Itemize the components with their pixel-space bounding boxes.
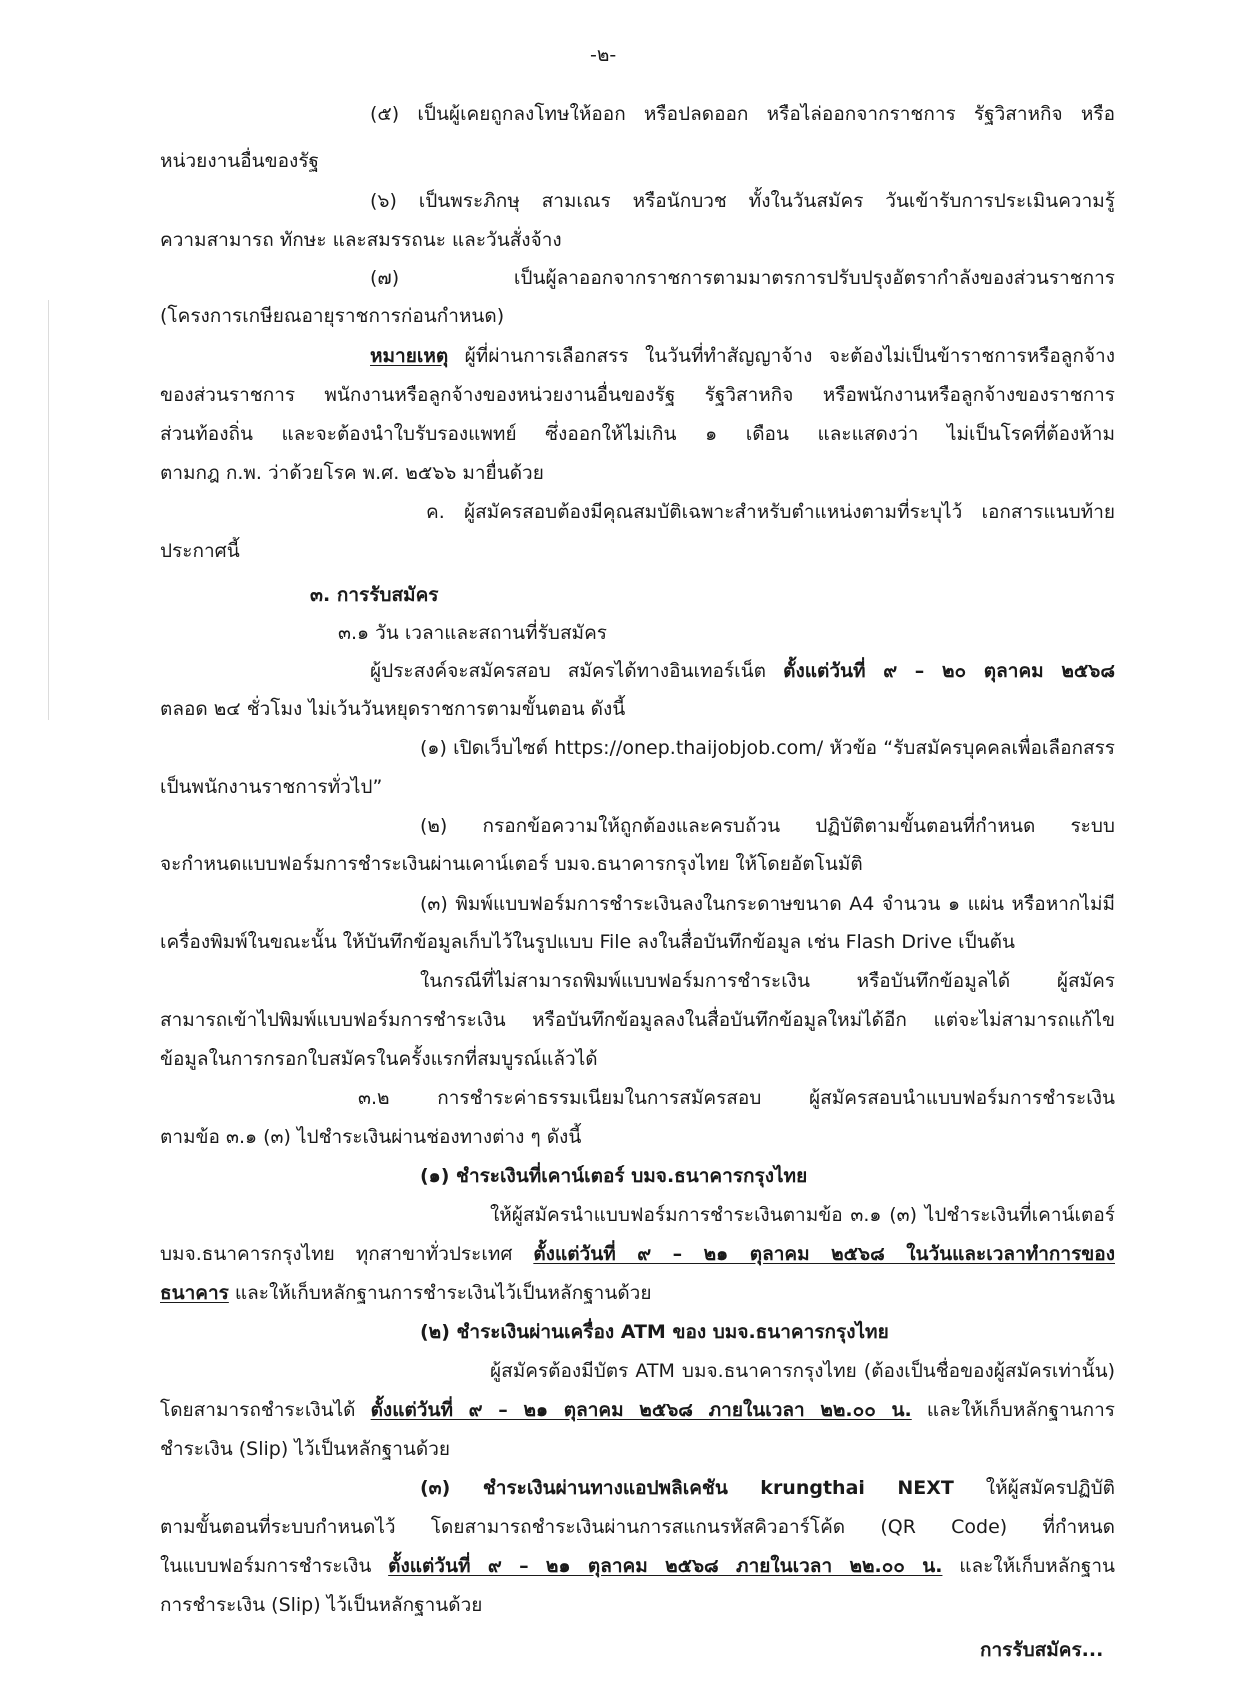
payment-1-line-1: ให้ผู้สมัครนำแบบฟอร์มการชำระเงินตามข้อ ๓.๑ (๓) ไปชำระเงินที่เคาน์เตอร์ bbox=[490, 1204, 1115, 1226]
step-2-line-1: (๒) กรอกข้อความให้ถูกต้องและครบถ้วน ปฏิบัติตามขั้นตอนที่กำหนด ระบบ bbox=[420, 815, 1115, 837]
payment-2-line-1: ผู้สมัครต้องมีบัตร ATM บมจ.ธนาคารกรุงไทย (ต้องเป็นชื่อของผู้สมัครเท่านั้น) bbox=[490, 1360, 1115, 1382]
clause-c-line-2: ประกาศนี้ bbox=[160, 540, 240, 562]
payment-2-line-3: ชำระเงิน (Slip) ไว้เป็นหลักฐานด้วย bbox=[160, 1438, 451, 1460]
payment-2-line-2: โดยสามารถชำระเงินได้ ตั้งแต่วันที่ ๙ – ๒๑ ตุลาคม ๒๕๖๘ ภายในเวลา ๒๒.๐๐ น. และให้เก็บหลักฐานการ bbox=[160, 1399, 1116, 1421]
item-5-line-2: หน่วยงานอื่นของรัฐ bbox=[160, 150, 320, 172]
step-3-line-2: เครื่องพิมพ์ในขณะนั้น ให้บันทึกข้อมูลเก็บไว้ในรูปแบบ File ลงในสื่อบันทึกข้อมูล เช่น Flash Drive เป็นต้น bbox=[160, 931, 1015, 953]
step-1-line-2: เป็นพนักงานราชการทั่วไป” bbox=[160, 776, 383, 798]
step-note-line-3: ข้อมูลในการกรอกใบสมัครในครั้งแรกที่สมบูรณ์แล้วได้ bbox=[160, 1048, 598, 1070]
step-3-line-1: (๓) พิมพ์แบบฟอร์มการชำระเงินลงในกระดาษขนาด A4 จำนวน ๑ แผ่น หรือหากไม่มี bbox=[420, 893, 1115, 915]
payment-2-heading: (๒) ชำระเงินผ่านเครื่อง ATM ของ บมจ.ธนาคารกรุงไทย bbox=[420, 1321, 889, 1343]
item-6-line-2: ความสามารถ ทักษะ และสมรรถนะ และวันสั่งจ้าง bbox=[160, 229, 562, 251]
application-period: ตั้งแต่วันที่ ๙ – ๒๐ ตุลาคม ๒๕๖๘ bbox=[783, 660, 1115, 682]
payment-1-heading: (๑) ชำระเงินที่เคาน์เตอร์ บมจ.ธนาคารกรุงไทย bbox=[420, 1165, 808, 1187]
section-3-1-line-2: ตลอด ๒๔ ชั่วโมง ไม่เว้นวันหยุดราชการตามขั้นตอน ดังนี้ bbox=[160, 698, 626, 720]
section-3-1-heading: ๓.๑ วัน เวลาและสถานที่รับสมัคร bbox=[338, 622, 607, 644]
item-6-line-1: (๖) เป็นพระภิกษุ สามเณร หรือนักบวช ทั้งในวันสมัคร วันเข้ารับการประเมินความรู้ bbox=[370, 190, 1115, 212]
payment-1-line-2: บมจ.ธนาคารกรุงไทย ทุกสาขาทั่วประเทศ ตั้งแต่วันที่ ๙ – ๒๑ ตุลาคม ๒๕๖๘ ในวันและเวลาทำการของ bbox=[160, 1243, 1115, 1265]
item-7-line-1: (๗) เป็นผู้ลาออกจากราชการตามมาตรการปรับปรุงอัตรากำลังของส่วนราชการ bbox=[370, 267, 1115, 289]
payment-3-line-1: ตามขั้นตอนที่ระบบกำหนดไว้ โดยสามารถชำระเงินผ่านการสแกนรหัสคิวอาร์โค้ด (QR Code) ที่กำหนด bbox=[160, 1516, 1115, 1538]
page-number: -๒- bbox=[590, 44, 617, 66]
step-2-line-2: จะกำหนดแบบฟอร์มการชำระเงินผ่านเคาน์เตอร์ บมจ.ธนาคารกรุงไทย ให้โดยอัตโนมัติ bbox=[160, 853, 863, 875]
payment-3-line-3: การชำระเงิน (Slip) ไว้เป็นหลักฐานด้วย bbox=[160, 1594, 483, 1616]
note-line-1: หมายเหตุ ผู้ที่ผ่านการเลือกสรร ในวันที่ทำสัญญาจ้าง จะต้องไม่เป็นข้าราชการหรือลูกจ้าง bbox=[370, 345, 1115, 367]
step-note-line-2: สามารถเข้าไปพิมพ์แบบฟอร์มการชำระเงิน หรือบันทึกข้อมูลลงในสื่อบันทึกข้อมูลใหม่ได้อีก แต่จะไม่สามารถแก้ไข bbox=[160, 1009, 1115, 1031]
clause-c-line-1: ค. ผู้สมัครสอบต้องมีคุณสมบัติเฉพาะสำหรับตำแหน่งตามที่ระบุไว้ เอกสารแนบท้าย bbox=[426, 501, 1115, 523]
section-3-2-line-1: ๓.๒ การชำระค่าธรรมเนียมในการสมัครสอบ ผู้สมัครสอบนำแบบฟอร์มการชำระเงิน bbox=[358, 1087, 1115, 1109]
note-line-2: ของส่วนราชการ พนักงานหรือลูกจ้างของหน่วยงานอื่นของรัฐ รัฐวิสาหกิจ หรือพนักงานหรือลูกจ้างของราชการ bbox=[160, 384, 1115, 406]
note-label: หมายเหตุ bbox=[370, 345, 449, 367]
item-5-line-1: (๕) เป็นผู้เคยถูกลงโทษให้ออก หรือปลดออก หรือไล่ออกจากราชการ รัฐวิสาหกิจ หรือ bbox=[370, 103, 1115, 125]
note-line-3: ส่วนท้องถิ่น และจะต้องนำใบรับรองแพทย์ ซึ่งออกให้ไม่เกิน ๑ เดือน และแสดงว่า ไม่เป็นโรคที่ต้องห้าม bbox=[160, 423, 1115, 445]
section-3-1-line-1: ผู้ประสงค์จะสมัครสอบ สมัครได้ทางอินเทอร์เน็ต ตั้งแต่วันที่ ๙ – ๒๐ ตุลาคม ๒๕๖๘ bbox=[370, 660, 1115, 682]
payment-3-heading: (๓) ชำระเงินผ่านทางแอปพลิเคชัน krungthai NEXT ให้ผู้สมัครปฏิบัติ bbox=[420, 1477, 1115, 1499]
step-1-line-1: (๑) เปิดเว็บไซต์ https://onep.thaijobjob.com/ หัวข้อ “รับสมัครบุคคลเพื่อเลือกสรร bbox=[420, 737, 1115, 759]
continuation-text: การรับสมัคร... bbox=[980, 1639, 1104, 1661]
step-note-line-1: ในกรณีที่ไม่สามารถพิมพ์แบบฟอร์มการชำระเงิน หรือบันทึกข้อมูลได้ ผู้สมัคร bbox=[420, 970, 1115, 992]
section-3-2-line-2: ตามข้อ ๓.๑ (๓) ไปชำระเงินผ่านช่องทางต่าง ๆ ดังนี้ bbox=[160, 1126, 582, 1148]
payment-3-line-2: ในแบบฟอร์มการชำระเงิน ตั้งแต่วันที่ ๙ – ๒๑ ตุลาคม ๒๕๖๘ ภายในเวลา ๒๒.๐๐ น. และให้เก็บหลักฐาน bbox=[160, 1555, 1115, 1577]
section-3-heading: ๓. การรับสมัคร bbox=[310, 584, 439, 606]
payment-1-line-3: ธนาคาร และให้เก็บหลักฐานการชำระเงินไว้เป็นหลักฐานด้วย bbox=[160, 1282, 652, 1304]
item-7-line-2: (โครงการเกษียณอายุราชการก่อนกำหนด) bbox=[160, 305, 505, 327]
scan-margin-line bbox=[48, 300, 49, 720]
note-line-4: ตามกฎ ก.พ. ว่าด้วยโรค พ.ศ. ๒๕๖๖ มายื่นด้วย bbox=[160, 462, 544, 484]
